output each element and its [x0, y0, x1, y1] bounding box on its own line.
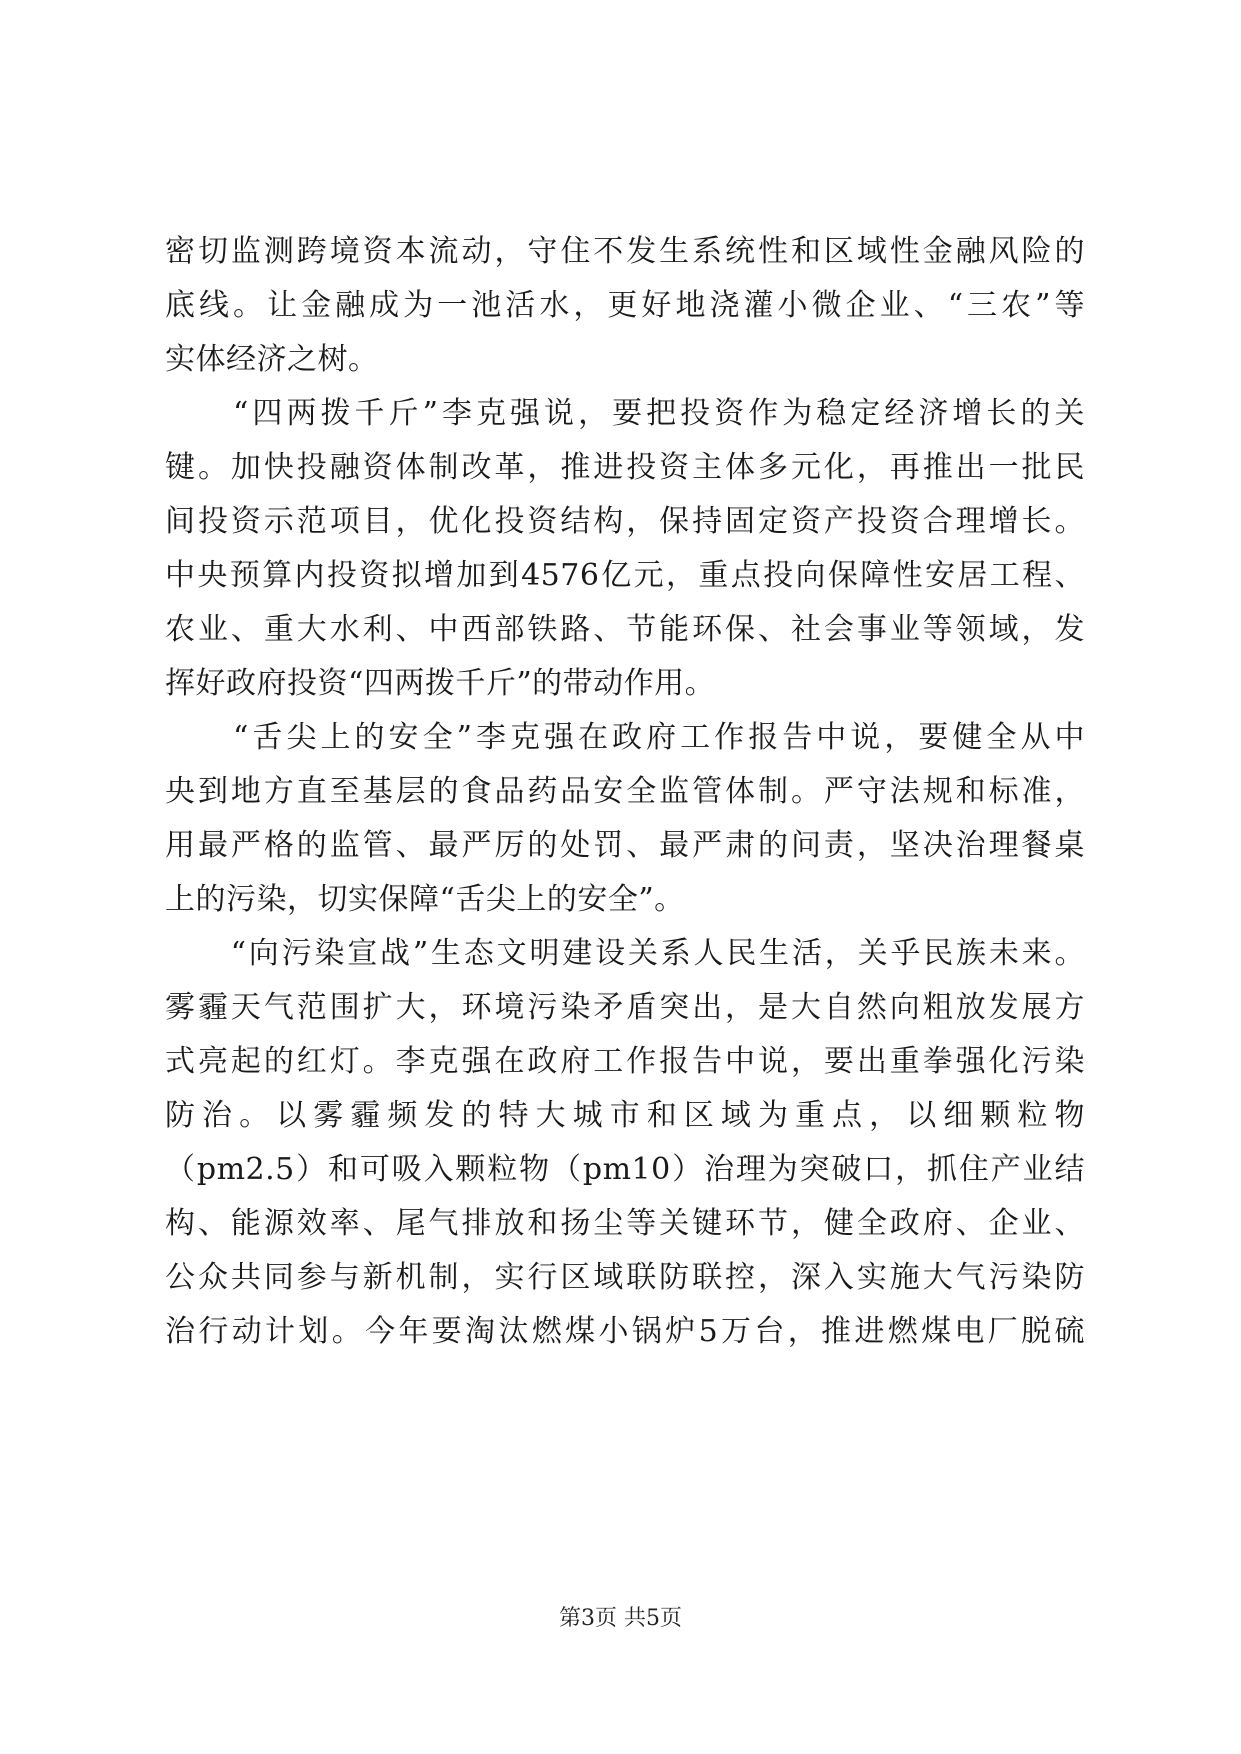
text-line: “舌尖上的安全”李克强在政府工作报告中说，要健全从中 — [165, 720, 1085, 755]
text-line: 构、能源效率、尾气排放和扬尘等关键环节，健全政府、企业、 — [165, 1206, 1085, 1241]
text-line: 挥好政府投资“四两拨千斤”的带动作用。 — [165, 666, 716, 701]
text-line: 式亮起的红灯。李克强在政府工作报告中说，要出重拳强化污染 — [165, 1044, 1085, 1079]
text-line: 用最严格的监管、最严厉的处罚、最严肃的问责，坚决治理餐桌 — [165, 828, 1085, 863]
text-line: 中央预算内投资拟增加到4576亿元，重点投向保障性安居工程、 — [165, 558, 1085, 593]
text-line: “向污染宣战”生态文明建设关系人民生活，关乎民族未来。 — [165, 936, 1085, 971]
text-line: 实体经济之树。 — [165, 342, 379, 377]
text-line: 键。加快投融资体制改革，推进投资主体多元化，再推出一批民 — [165, 450, 1085, 485]
text-line: 密切监测跨境资本流动，守住不发生系统性和区域性金融风险的 — [165, 234, 1085, 269]
text-line: 上的污染，切实保障“舌尖上的安全”。 — [165, 882, 685, 917]
text-line: 防治。以雾霾频发的特大城市和区域为重点，以细颗粒物 — [165, 1098, 1085, 1133]
text-line: 公众共同参与新机制，实行区域联防联控，深入实施大气污染防 — [165, 1260, 1085, 1295]
text-line: 农业、重大水利、中西部铁路、节能环保、社会事业等领域，发 — [165, 612, 1085, 647]
text-line: （pm2.5）和可吸入颗粒物（pm10）治理为突破口，抓住产业结 — [165, 1152, 1085, 1187]
text-line: 治行动计划。今年要淘汰燃煤小锅炉5万台，推进燃煤电厂脱硫 — [165, 1314, 1085, 1349]
page-number-footer: 第3页 共5页 — [559, 1606, 682, 1631]
text-line: “四两拨千斤”李克强说，要把投资作为稳定经济增长的关 — [165, 396, 1085, 431]
text-line: 底线。让金融成为一池活水，更好地浇灌小微企业、“三农”等 — [165, 288, 1085, 323]
text-line: 间投资示范项目，优化投资结构，保持固定资产投资合理增长。 — [165, 504, 1085, 539]
text-line: 央到地方直至基层的食品药品安全监管体制。严守法规和标准， — [165, 774, 1085, 809]
text-line: 雾霾天气范围扩大，环境污染矛盾突出，是大自然向粗放发展方 — [165, 990, 1085, 1025]
